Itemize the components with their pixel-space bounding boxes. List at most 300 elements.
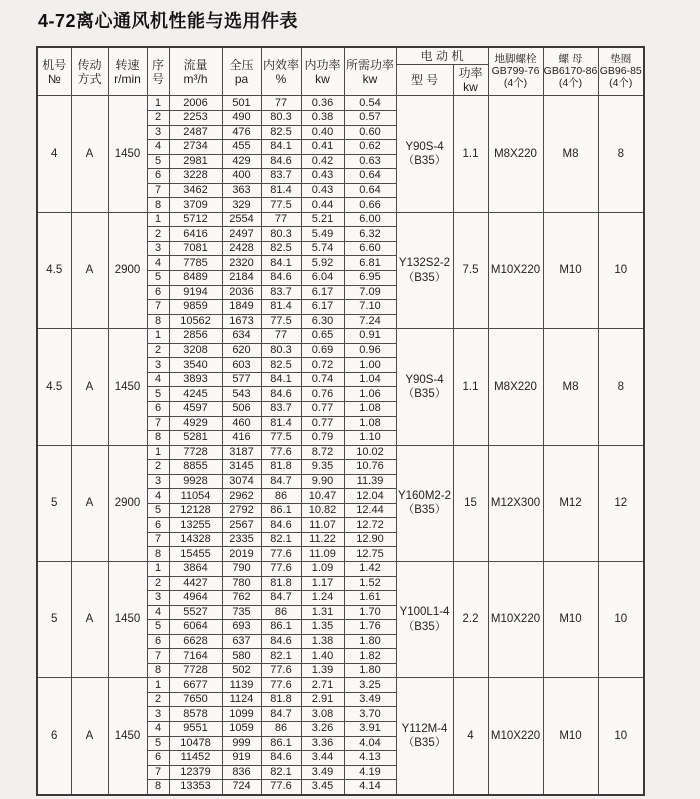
cell-pressure: 455 xyxy=(222,140,261,155)
cell-flow: 12379 xyxy=(169,765,222,780)
cell-drive: A xyxy=(71,678,108,795)
table-row xyxy=(37,212,644,227)
header-text: 流量 xyxy=(183,57,208,72)
cell-seq: 7 xyxy=(147,416,169,431)
cell-seq: 7 xyxy=(147,300,169,315)
header-text: % xyxy=(275,71,287,86)
cell-nut: M12 xyxy=(543,445,598,561)
col-header-anchor-bolt xyxy=(488,47,543,96)
cell-power: 6.17 xyxy=(301,285,344,300)
cell-power: 9.35 xyxy=(301,460,344,475)
cell-seq: 5 xyxy=(147,387,169,402)
header-text: m³/h xyxy=(183,71,208,86)
cell-efficiency: 83.7 xyxy=(261,169,301,184)
cell-flow: 6064 xyxy=(169,620,222,635)
cell-flow: 7785 xyxy=(169,256,222,271)
table-row xyxy=(37,445,644,460)
cell-pressure: 637 xyxy=(222,634,261,649)
cell-efficiency: 81.8 xyxy=(261,692,301,707)
cell-anchor-bolt: M10X220 xyxy=(488,678,543,795)
cell-seq: 8 xyxy=(147,314,169,329)
cell-seq: 3 xyxy=(147,591,169,606)
cell-efficiency: 77.6 xyxy=(261,663,301,678)
header-text: (4个) xyxy=(609,76,633,89)
cell-pressure: 460 xyxy=(222,416,261,431)
cell-pressure: 735 xyxy=(222,605,261,620)
cell-seq: 4 xyxy=(147,140,169,155)
cell-efficiency: 80.3 xyxy=(261,111,301,126)
header-text: 全压 xyxy=(229,57,254,72)
cell-seq: 5 xyxy=(147,271,169,286)
cell-seq: 1 xyxy=(147,96,169,111)
col-header-flow xyxy=(169,47,222,96)
cell-required-power: 1.80 xyxy=(344,634,396,649)
cell-power: 11.09 xyxy=(301,547,344,562)
header-text: 内效率 xyxy=(262,57,299,72)
cell-required-power: 1.61 xyxy=(344,591,396,606)
cell-efficiency: 84.6 xyxy=(261,271,301,286)
cell-power: 0.43 xyxy=(301,183,344,198)
cell-pressure: 1849 xyxy=(222,300,261,315)
header-text: 所需功率 xyxy=(345,57,394,72)
cell-pressure: 1139 xyxy=(222,678,261,693)
header-text: pa xyxy=(234,71,249,86)
cell-pressure: 999 xyxy=(222,736,261,751)
cell-flow: 8578 xyxy=(169,707,222,722)
cell-seq: 8 xyxy=(147,431,169,446)
cell-required-power: 12.90 xyxy=(344,532,396,547)
cell-pressure: 400 xyxy=(222,169,261,184)
cell-efficiency: 86.1 xyxy=(261,736,301,751)
cell-efficiency: 81.4 xyxy=(261,183,301,198)
cell-power: 3.49 xyxy=(301,765,344,780)
cell-pressure: 502 xyxy=(222,663,261,678)
cell-nut: M10 xyxy=(543,212,598,328)
cell-efficiency: 77.5 xyxy=(261,314,301,329)
cell-flow: 12128 xyxy=(169,503,222,518)
cell-power: 5.74 xyxy=(301,241,344,256)
cell-pressure: 329 xyxy=(222,198,261,213)
cell-nut: M10 xyxy=(543,678,598,795)
cell-anchor-bolt: M10X220 xyxy=(488,212,543,328)
cell-motor-power: 1.1 xyxy=(453,329,488,445)
cell-pressure: 2792 xyxy=(222,503,261,518)
cell-efficiency: 82.1 xyxy=(261,649,301,664)
header-text: kw xyxy=(315,71,330,86)
col-header-motor-group: 电 动 机 xyxy=(396,47,488,65)
cell-efficiency: 86 xyxy=(261,721,301,736)
cell-seq: 7 xyxy=(147,649,169,664)
table-row xyxy=(37,678,644,693)
cell-required-power: 3.91 xyxy=(344,721,396,736)
cell-speed: 1450 xyxy=(108,329,147,445)
col-header-required-power xyxy=(344,47,396,96)
cell-required-power: 4.14 xyxy=(344,780,396,795)
cell-seq: 3 xyxy=(147,125,169,140)
cell-required-power: 1.08 xyxy=(344,416,396,431)
table-row xyxy=(37,561,644,576)
cell-washer: 12 xyxy=(598,445,644,561)
cell-power: 5.49 xyxy=(301,227,344,242)
cell-power: 8.72 xyxy=(301,445,344,460)
cell-power: 3.26 xyxy=(301,721,344,736)
cell-seq: 1 xyxy=(147,561,169,576)
cell-seq: 4 xyxy=(147,256,169,271)
header-text: 垫圈 xyxy=(610,53,632,66)
cell-seq: 3 xyxy=(147,474,169,489)
cell-power: 11.22 xyxy=(301,532,344,547)
table-header xyxy=(37,47,644,96)
cell-seq: 8 xyxy=(147,663,169,678)
cell-pressure: 577 xyxy=(222,372,261,387)
cell-efficiency: 81.4 xyxy=(261,300,301,315)
cell-required-power: 3.49 xyxy=(344,692,396,707)
cell-power: 1.17 xyxy=(301,576,344,591)
cell-seq: 5 xyxy=(147,620,169,635)
cell-pressure: 836 xyxy=(222,765,261,780)
cell-efficiency: 77.6 xyxy=(261,561,301,576)
cell-flow: 9551 xyxy=(169,721,222,736)
cell-efficiency: 86.1 xyxy=(261,503,301,518)
cell-efficiency: 83.7 xyxy=(261,401,301,416)
cell-flow: 6628 xyxy=(169,634,222,649)
cell-efficiency: 77.6 xyxy=(261,780,301,795)
cell-machine-no: 4.5 xyxy=(37,212,71,328)
cell-drive: A xyxy=(71,96,108,212)
cell-required-power: 0.96 xyxy=(344,343,396,358)
cell-power: 0.41 xyxy=(301,140,344,155)
cell-required-power: 1.42 xyxy=(344,561,396,576)
cell-flow: 7650 xyxy=(169,692,222,707)
cell-required-power: 0.54 xyxy=(344,96,396,111)
cell-efficiency: 81.8 xyxy=(261,460,301,475)
cell-pressure: 3145 xyxy=(222,460,261,475)
header-text: GB799-76 xyxy=(491,64,540,77)
cell-seq: 5 xyxy=(147,154,169,169)
cell-flow: 9928 xyxy=(169,474,222,489)
cell-pressure: 429 xyxy=(222,154,261,169)
cell-pressure: 2497 xyxy=(222,227,261,242)
cell-power: 0.79 xyxy=(301,431,344,446)
cell-pressure: 693 xyxy=(222,620,261,635)
cell-seq: 5 xyxy=(147,503,169,518)
cell-pressure: 724 xyxy=(222,780,261,795)
cell-flow: 3208 xyxy=(169,343,222,358)
cell-flow: 5527 xyxy=(169,605,222,620)
cell-flow: 4427 xyxy=(169,576,222,591)
cell-washer: 8 xyxy=(598,329,644,445)
cell-motor-model: Y90S-4 （B35） xyxy=(396,96,453,212)
cell-power: 0.40 xyxy=(301,125,344,140)
cell-seq: 4 xyxy=(147,721,169,736)
cell-machine-no: 5 xyxy=(37,561,71,677)
cell-power: 3.45 xyxy=(301,780,344,795)
cell-efficiency: 77.6 xyxy=(261,547,301,562)
page-title: 4-72离心通风机性能与选用件表 xyxy=(38,11,299,31)
cell-speed: 2900 xyxy=(108,212,147,328)
col-header-washer xyxy=(598,47,644,96)
cell-flow: 3462 xyxy=(169,183,222,198)
cell-power: 0.44 xyxy=(301,198,344,213)
cell-drive: A xyxy=(71,329,108,445)
cell-power: 0.36 xyxy=(301,96,344,111)
col-header-drive xyxy=(71,47,108,96)
cell-motor-power: 7.5 xyxy=(453,212,488,328)
cell-pressure: 780 xyxy=(222,576,261,591)
cell-required-power: 10.02 xyxy=(344,445,396,460)
cell-required-power: 1.00 xyxy=(344,358,396,373)
cell-required-power: 12.75 xyxy=(344,547,396,562)
header-row-1 xyxy=(37,47,644,65)
cell-motor-model: Y100L1-4 （B35） xyxy=(396,561,453,677)
cell-required-power: 1.82 xyxy=(344,649,396,664)
cell-efficiency: 81.8 xyxy=(261,576,301,591)
cell-flow: 4964 xyxy=(169,591,222,606)
cell-power: 1.31 xyxy=(301,605,344,620)
cell-anchor-bolt: M10X220 xyxy=(488,561,543,677)
cell-required-power: 1.04 xyxy=(344,372,396,387)
cell-power: 6.30 xyxy=(301,314,344,329)
cell-flow: 4245 xyxy=(169,387,222,402)
cell-pressure: 543 xyxy=(222,387,261,402)
header-text: (4个) xyxy=(503,76,528,89)
cell-pressure: 501 xyxy=(222,96,261,111)
cell-required-power: 3.70 xyxy=(344,707,396,722)
cell-efficiency: 86 xyxy=(261,489,301,504)
cell-seq: 5 xyxy=(147,736,169,751)
cell-seq: 4 xyxy=(147,605,169,620)
cell-drive: A xyxy=(71,561,108,677)
table-row xyxy=(37,329,644,344)
cell-efficiency: 80.3 xyxy=(261,343,301,358)
cell-seq: 6 xyxy=(147,285,169,300)
cell-seq: 2 xyxy=(147,460,169,475)
cell-power: 1.24 xyxy=(301,591,344,606)
cell-motor-model: Y132S2-2 （B35） xyxy=(396,212,453,328)
col-header-seq xyxy=(147,47,169,96)
cell-required-power: 12.04 xyxy=(344,489,396,504)
cell-seq: 8 xyxy=(147,547,169,562)
cell-pressure: 2184 xyxy=(222,271,261,286)
header-text: 号 xyxy=(151,71,164,86)
cell-machine-no: 4.5 xyxy=(37,329,71,445)
cell-motor-model: Y160M2-2 （B35） xyxy=(396,445,453,561)
cell-pressure: 2036 xyxy=(222,285,261,300)
cell-flow: 14328 xyxy=(169,532,222,547)
cell-required-power: 6.81 xyxy=(344,256,396,271)
cell-motor-power: 4 xyxy=(453,678,488,795)
cell-power: 3.08 xyxy=(301,707,344,722)
cell-efficiency: 84.7 xyxy=(261,591,301,606)
cell-seq: 1 xyxy=(147,678,169,693)
cell-efficiency: 84.6 xyxy=(261,634,301,649)
cell-flow: 2734 xyxy=(169,140,222,155)
cell-pressure: 2554 xyxy=(222,212,261,227)
cell-required-power: 11.39 xyxy=(344,474,396,489)
col-header-motor-model: 型 号 xyxy=(396,65,453,96)
col-header-motor-power: 功率kw xyxy=(453,65,488,96)
cell-flow: 2487 xyxy=(169,125,222,140)
cell-power: 0.69 xyxy=(301,343,344,358)
cell-flow: 7164 xyxy=(169,649,222,664)
cell-machine-no: 5 xyxy=(37,445,71,561)
cell-required-power: 12.44 xyxy=(344,503,396,518)
cell-flow: 7728 xyxy=(169,445,222,460)
col-header-power xyxy=(301,47,344,96)
cell-required-power: 7.10 xyxy=(344,300,396,315)
cell-efficiency: 84.6 xyxy=(261,751,301,766)
cell-required-power: 3.25 xyxy=(344,678,396,693)
cell-machine-no: 6 xyxy=(37,678,71,795)
cell-efficiency: 77.6 xyxy=(261,445,301,460)
cell-power: 0.43 xyxy=(301,169,344,184)
col-header-speed xyxy=(108,47,147,96)
cell-motor-model: Y112M-4 （B35） xyxy=(396,678,453,795)
cell-required-power: 7.24 xyxy=(344,314,396,329)
cell-power: 3.36 xyxy=(301,736,344,751)
cell-seq: 1 xyxy=(147,212,169,227)
cell-required-power: 4.04 xyxy=(344,736,396,751)
cell-pressure: 762 xyxy=(222,591,261,606)
cell-required-power: 0.60 xyxy=(344,125,396,140)
cell-pressure: 363 xyxy=(222,183,261,198)
cell-efficiency: 77 xyxy=(261,96,301,111)
cell-required-power: 4.19 xyxy=(344,765,396,780)
cell-efficiency: 81.4 xyxy=(261,416,301,431)
cell-seq: 7 xyxy=(147,765,169,780)
cell-motor-power: 15 xyxy=(453,445,488,561)
cell-required-power: 6.95 xyxy=(344,271,396,286)
cell-efficiency: 84.1 xyxy=(261,256,301,271)
cell-anchor-bolt: M8X220 xyxy=(488,96,543,212)
cell-efficiency: 83.7 xyxy=(261,285,301,300)
cell-pressure: 634 xyxy=(222,329,261,344)
cell-seq: 1 xyxy=(147,329,169,344)
cell-required-power: 6.32 xyxy=(344,227,396,242)
cell-seq: 2 xyxy=(147,576,169,591)
cell-seq: 2 xyxy=(147,227,169,242)
cell-flow: 2006 xyxy=(169,96,222,111)
cell-seq: 8 xyxy=(147,780,169,795)
cell-efficiency: 77 xyxy=(261,329,301,344)
cell-required-power: 1.52 xyxy=(344,576,396,591)
cell-pressure: 580 xyxy=(222,649,261,664)
cell-power: 5.21 xyxy=(301,212,344,227)
cell-flow: 6677 xyxy=(169,678,222,693)
cell-flow: 2856 xyxy=(169,329,222,344)
cell-flow: 11452 xyxy=(169,751,222,766)
cell-required-power: 1.70 xyxy=(344,605,396,620)
cell-nut: M8 xyxy=(543,329,598,445)
cell-power: 0.72 xyxy=(301,358,344,373)
fan-performance-table xyxy=(36,46,645,796)
cell-seq: 4 xyxy=(147,489,169,504)
cell-anchor-bolt: M12X300 xyxy=(488,445,543,561)
cell-flow: 10478 xyxy=(169,736,222,751)
cell-flow: 15455 xyxy=(169,547,222,562)
cell-required-power: 0.57 xyxy=(344,111,396,126)
cell-power: 10.82 xyxy=(301,503,344,518)
cell-washer: 10 xyxy=(598,678,644,795)
cell-power: 1.38 xyxy=(301,634,344,649)
cell-flow: 3709 xyxy=(169,198,222,213)
table-row xyxy=(37,96,644,111)
cell-flow: 3864 xyxy=(169,561,222,576)
header-text: 地脚螺栓 xyxy=(494,53,537,66)
cell-flow: 5712 xyxy=(169,212,222,227)
cell-flow: 3540 xyxy=(169,358,222,373)
cell-required-power: 1.80 xyxy=(344,663,396,678)
cell-seq: 1 xyxy=(147,445,169,460)
cell-required-power: 6.60 xyxy=(344,241,396,256)
cell-power: 2.91 xyxy=(301,692,344,707)
cell-efficiency: 82.5 xyxy=(261,125,301,140)
cell-seq: 4 xyxy=(147,372,169,387)
cell-required-power: 0.64 xyxy=(344,169,396,184)
col-header-machine-no xyxy=(37,47,71,96)
cell-pressure: 476 xyxy=(222,125,261,140)
cell-drive: A xyxy=(71,212,108,328)
cell-power: 5.92 xyxy=(301,256,344,271)
cell-power: 2.71 xyxy=(301,678,344,693)
cell-seq: 7 xyxy=(147,183,169,198)
cell-seq: 6 xyxy=(147,518,169,533)
col-header-efficiency xyxy=(261,47,301,96)
cell-flow: 5281 xyxy=(169,431,222,446)
table-body xyxy=(37,96,644,795)
cell-flow: 3228 xyxy=(169,169,222,184)
cell-flow: 4597 xyxy=(169,401,222,416)
cell-seq: 8 xyxy=(147,198,169,213)
cell-pressure: 490 xyxy=(222,111,261,126)
header-text: r/min xyxy=(114,71,141,86)
cell-efficiency: 77 xyxy=(261,212,301,227)
cell-efficiency: 84.7 xyxy=(261,474,301,489)
cell-seq: 6 xyxy=(147,751,169,766)
cell-pressure: 416 xyxy=(222,431,261,446)
cell-power: 0.76 xyxy=(301,387,344,402)
cell-speed: 2900 xyxy=(108,445,147,561)
cell-power: 3.44 xyxy=(301,751,344,766)
cell-pressure: 603 xyxy=(222,358,261,373)
cell-efficiency: 82.5 xyxy=(261,241,301,256)
cell-power: 1.09 xyxy=(301,561,344,576)
cell-efficiency: 84.1 xyxy=(261,140,301,155)
cell-efficiency: 82.1 xyxy=(261,765,301,780)
cell-nut: M8 xyxy=(543,96,598,212)
cell-power: 6.04 xyxy=(301,271,344,286)
cell-pressure: 2962 xyxy=(222,489,261,504)
cell-flow: 7728 xyxy=(169,663,222,678)
cell-pressure: 2320 xyxy=(222,256,261,271)
header-text: 方式 xyxy=(77,71,102,86)
cell-required-power: 0.63 xyxy=(344,154,396,169)
cell-seq: 6 xyxy=(147,401,169,416)
cell-motor-power: 2.2 xyxy=(453,561,488,677)
cell-seq: 2 xyxy=(147,692,169,707)
cell-required-power: 1.10 xyxy=(344,431,396,446)
cell-seq: 2 xyxy=(147,343,169,358)
col-header-nut xyxy=(543,47,598,96)
header-text: kw xyxy=(362,71,378,86)
cell-required-power: 4.13 xyxy=(344,751,396,766)
cell-flow: 3893 xyxy=(169,372,222,387)
cell-required-power: 1.76 xyxy=(344,620,396,635)
header-text: 转速 xyxy=(115,57,140,72)
cell-power: 0.74 xyxy=(301,372,344,387)
cell-pressure: 1673 xyxy=(222,314,261,329)
cell-motor-power: 1.1 xyxy=(453,96,488,212)
